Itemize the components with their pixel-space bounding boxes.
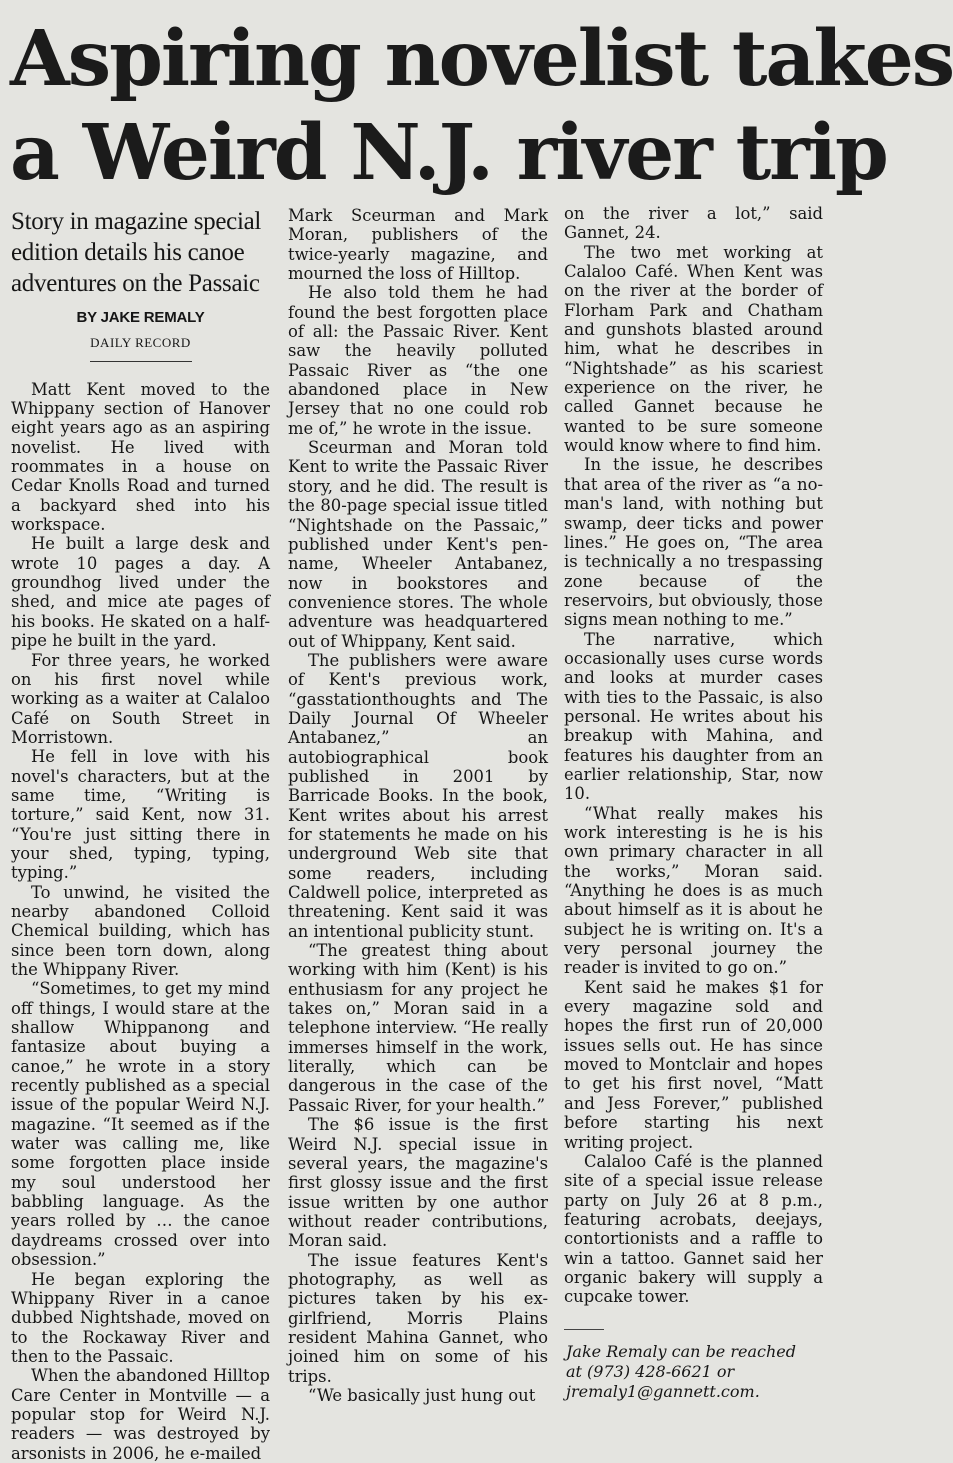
paragraph: The publishers were aware of Kent's previous work, “gasstationthoughts and The Daily Journal Of Wheeler Antabanez,” an autobiographical book published in 2001 by Barricade Books. In the book, Kent writes about his arrest for statements he made on his underground Web site that some readers, including Caldwell police, interpreted as threatening. Kent said it was an intentional publicity stunt. <box>288 650 548 941</box>
paragraph: Kent said he makes $1 for every magazine sold and hopes the first run of 20,000 issues sells out. He has since moved to Montclair and hopes to get his first novel, “Matt and Jess Forever,” published before starting his next writing project. <box>564 977 823 1152</box>
article-column-3 <box>564 204 823 1402</box>
headline-line-2: a Weird N.J. river trip <box>10 108 887 198</box>
paragraph: For three years, he worked on his first novel while working as a waiter at Calaloo Café on South Street in Morristown. <box>11 650 270 747</box>
contact-rule <box>564 1329 604 1330</box>
paragraph: He began exploring the Whippany River in a canoe dubbed Nightshade, moved on to the Rockaway River and then to the Passaic. <box>11 1269 270 1366</box>
paragraph: Mark Sceurman and Mark Moran, publishers of the twice-yearly magazine, and mourned the loss of Hilltop. <box>288 206 548 284</box>
paragraph: “We basically just hung out <box>308 1385 536 1405</box>
paragraph: The issue features Kent's photography, as well as pictures taken by his ex-girlfriend, Morris Plains resident Mahina Gannet, who joined him on some of his trips. <box>288 1250 548 1386</box>
contact-email: jremaly1@gannett.com. <box>566 1381 760 1401</box>
paragraph: on the river a lot,” said Gannet, 24. <box>564 204 823 243</box>
contact-line-2: at (973) 428-6621 or <box>566 1361 735 1381</box>
author-contact <box>564 1329 823 1402</box>
paragraph: Sceurman and Moran told Kent to write the Passaic River story, and he did. The result is the 80-page special issue titled “Nightshade on the Passaic,” published under Kent's pen-name, Wheeler Antabanez, now in bookstores and convenience stores. The whole adventure was headquartered out of Whippany, Kent said. <box>288 438 548 651</box>
affiliation: DAILY RECORD <box>90 333 192 361</box>
article-column-2 <box>288 206 548 1405</box>
paragraph: When the abandoned Hilltop Care Center in Montville — a popular stop for Weird N.J. readers — was destroyed by arsonists in 2006, he e-mailed <box>11 1366 270 1463</box>
paragraph: The $6 issue is the first Weird N.J. special issue in several years, the magazine's first glossy issue and the first issue written by one author without reader contributions, Moran said. <box>288 1115 548 1251</box>
paragraph: To unwind, he visited the nearby abandoned Colloid Chemical building, which has since been torn down, along the Whippany River. <box>11 882 270 979</box>
contact-line-1: Jake Remaly can be reached <box>566 1341 796 1361</box>
byline: BY JAKE REMALY <box>76 309 205 326</box>
paragraph: The narrative, which occasionally uses curse words and looks at murder cases with ties to the Passaic, is also personal. He writes about his breakup with Mahina, and features his daughter from an earlier relationship, Star, now 10. <box>564 629 823 804</box>
headline <box>10 12 953 200</box>
deck: Story in magazine special edition details his canoe adventures on the Passaic <box>11 208 262 297</box>
headline-line-1: Aspiring novelist takes <box>10 14 953 104</box>
paragraph: Matt Kent moved to the Whippany section of Hanover eight years ago as an aspiring novelist. He lived with roommates in a house on Cedar Knolls Road and turned a backyard shed into his workspace. <box>11 379 270 535</box>
paragraph: He built a large desk and wrote 10 pages a day. A groundhog lived under the shed, and mice ate pages of his books. He skated on a half-pipe he built in the yard. <box>11 534 270 651</box>
paragraph: He fell in love with his novel's characters, but at the same time, “Writing is torture,” said Kent, now 31. “You're just sitting there in your shed, typing, typing, typing.” <box>11 747 270 883</box>
paragraph: Calaloo Café is the planned site of a special issue release party on July 26 at 8 p.m., featuring acrobats, deejays, contortionists and a raffle to win a tattoo. Gannet said her organic bakery will supply a cupcake tower. <box>564 1151 823 1307</box>
byline-block <box>11 308 270 362</box>
paragraph: “What really makes his work interesting is he is his own primary character in all the works,” Moran said. “Anything he does is as much about himself as it is about he subject he is writing on. It's a very personal journey the reader is invited to go on.” <box>564 803 823 978</box>
paragraph: “Sometimes, to get my mind off things, I would stare at the shallow Whippanong and fantasize about buying a canoe,” he wrote in a story recently published as a special issue of the popular Weird N.J. magazine. “It seemed as if the water was calling me, like some forgotten place inside my soul understood her babbling language. As the years rolled by … the canoe daydreams crossed over into obsession.” <box>11 979 270 1270</box>
article-column-1 <box>11 206 270 1463</box>
paragraph: He also told them he had found the best forgotten place of all: the Passaic River. Kent saw the heavily polluted Passaic River as “the one abandoned place in New Jersey that no one could rob me of,” he wrote in the issue. <box>288 283 548 438</box>
paragraph: The two met working at Calaloo Café. When Kent was on the river at the border of Florham Park and Chatham and gunshots blasted around him, what he describes in “Nightshade” as his scariest experience on the river, he called Gannet because he wanted to be sure someone would know where to find him. <box>564 242 823 456</box>
paragraph: In the issue, he describes that area of the river as “a no-man's land, with nothing but swamp, deer ticks and power lines.” He goes on, “The area is technically a no trespassing zone because of the reservoirs, but obviously, those signs mean nothing to me.” <box>564 455 823 630</box>
paragraph: “The greatest thing about working with him (Kent) is his enthusiasm for any project he takes on,” Moran said in a telephone interview. “He really immerses himself in the work, literally, which can be dangerous in the case of the Passaic River, for your health.” <box>288 941 548 1115</box>
